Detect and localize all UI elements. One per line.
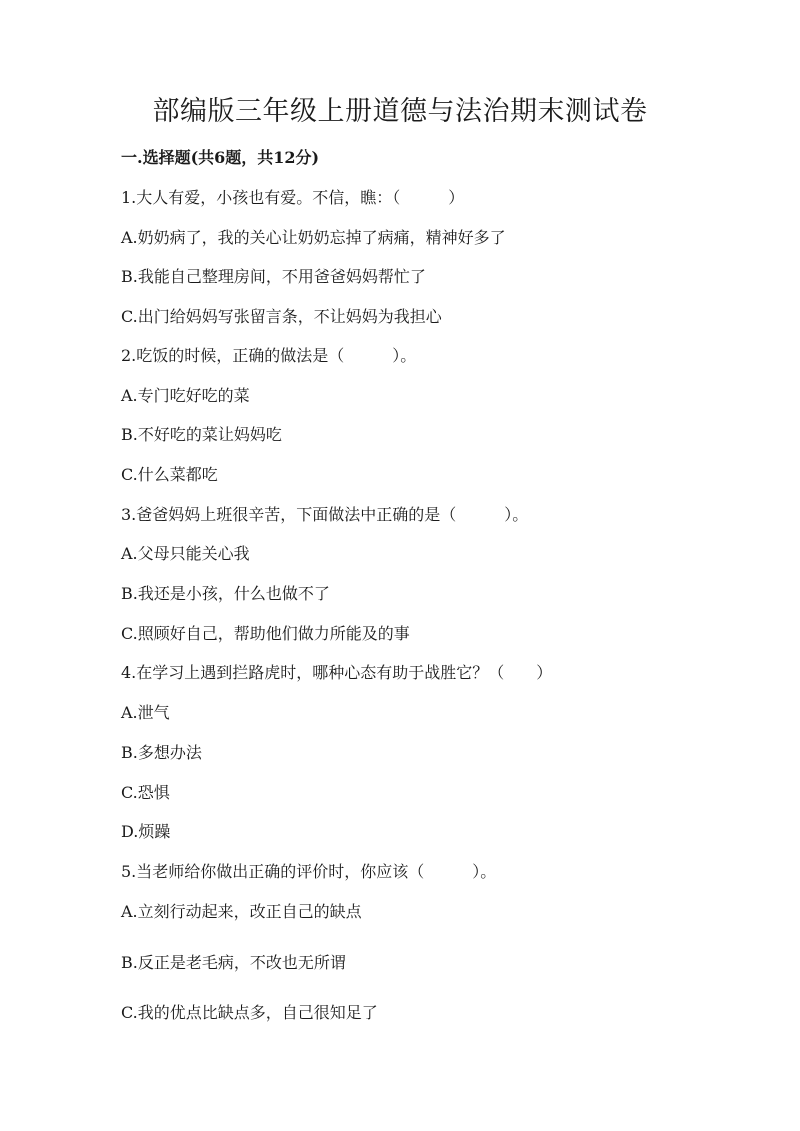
document-title: 部编版三年级上册道德与法治期末测试卷 (152, 96, 648, 127)
question-2-stem: 2.吃饭的时候，正确的做法是（ ）。 (121, 346, 417, 365)
question-1-option-b: B.我能自己整理房间，不用爸爸妈妈帮忙了 (121, 267, 426, 286)
question-1-option-c: C.出门给妈妈写张留言条，不让妈妈为我担心 (121, 307, 442, 326)
section-heading: 一.选择题(共6题，共12分) (121, 148, 320, 167)
question-1-stem: 1.大人有爱，小孩也有爱。不信，瞧：（ ） (121, 188, 465, 207)
question-2-option-c: C.什么菜都吃 (121, 465, 218, 484)
question-2-option-b: B.不好吃的菜让妈妈吃 (121, 425, 282, 444)
question-1-option-a: A.奶奶病了，我的关心让奶奶忘掉了病痛，精神好多了 (121, 228, 506, 247)
question-5-option-c: C.我的优点比缺点多，自己很知足了 (121, 1003, 378, 1022)
question-4-stem: 4.在学习上遇到拦路虎时，哪种心态有助于战胜它？（ ） (121, 663, 553, 682)
question-5-option-b: B.反正是老毛病，不改也无所谓 (121, 953, 346, 972)
question-5-stem: 5.当老师给你做出正确的评价时，你应该（ ）。 (121, 862, 497, 881)
question-3-option-b: B.我还是小孩，什么也做不了 (121, 584, 330, 603)
question-3-stem: 3.爸爸妈妈上班很辛苦，下面做法中正确的是（ ）。 (121, 505, 529, 524)
question-4-option-d: D.烦躁 (121, 822, 171, 841)
question-2-option-a: A.专门吃好吃的菜 (121, 386, 250, 405)
question-5-option-a: A.立刻行动起来，改正自己的缺点 (121, 902, 362, 921)
question-3-option-a: A.父母只能关心我 (121, 544, 250, 563)
question-4-option-b: B.多想办法 (121, 743, 202, 762)
question-4-option-c: C.恐惧 (121, 783, 170, 802)
question-4-option-a: A.泄气 (121, 703, 170, 722)
question-3-option-c: C.照顾好自己，帮助他们做力所能及的事 (121, 624, 410, 643)
